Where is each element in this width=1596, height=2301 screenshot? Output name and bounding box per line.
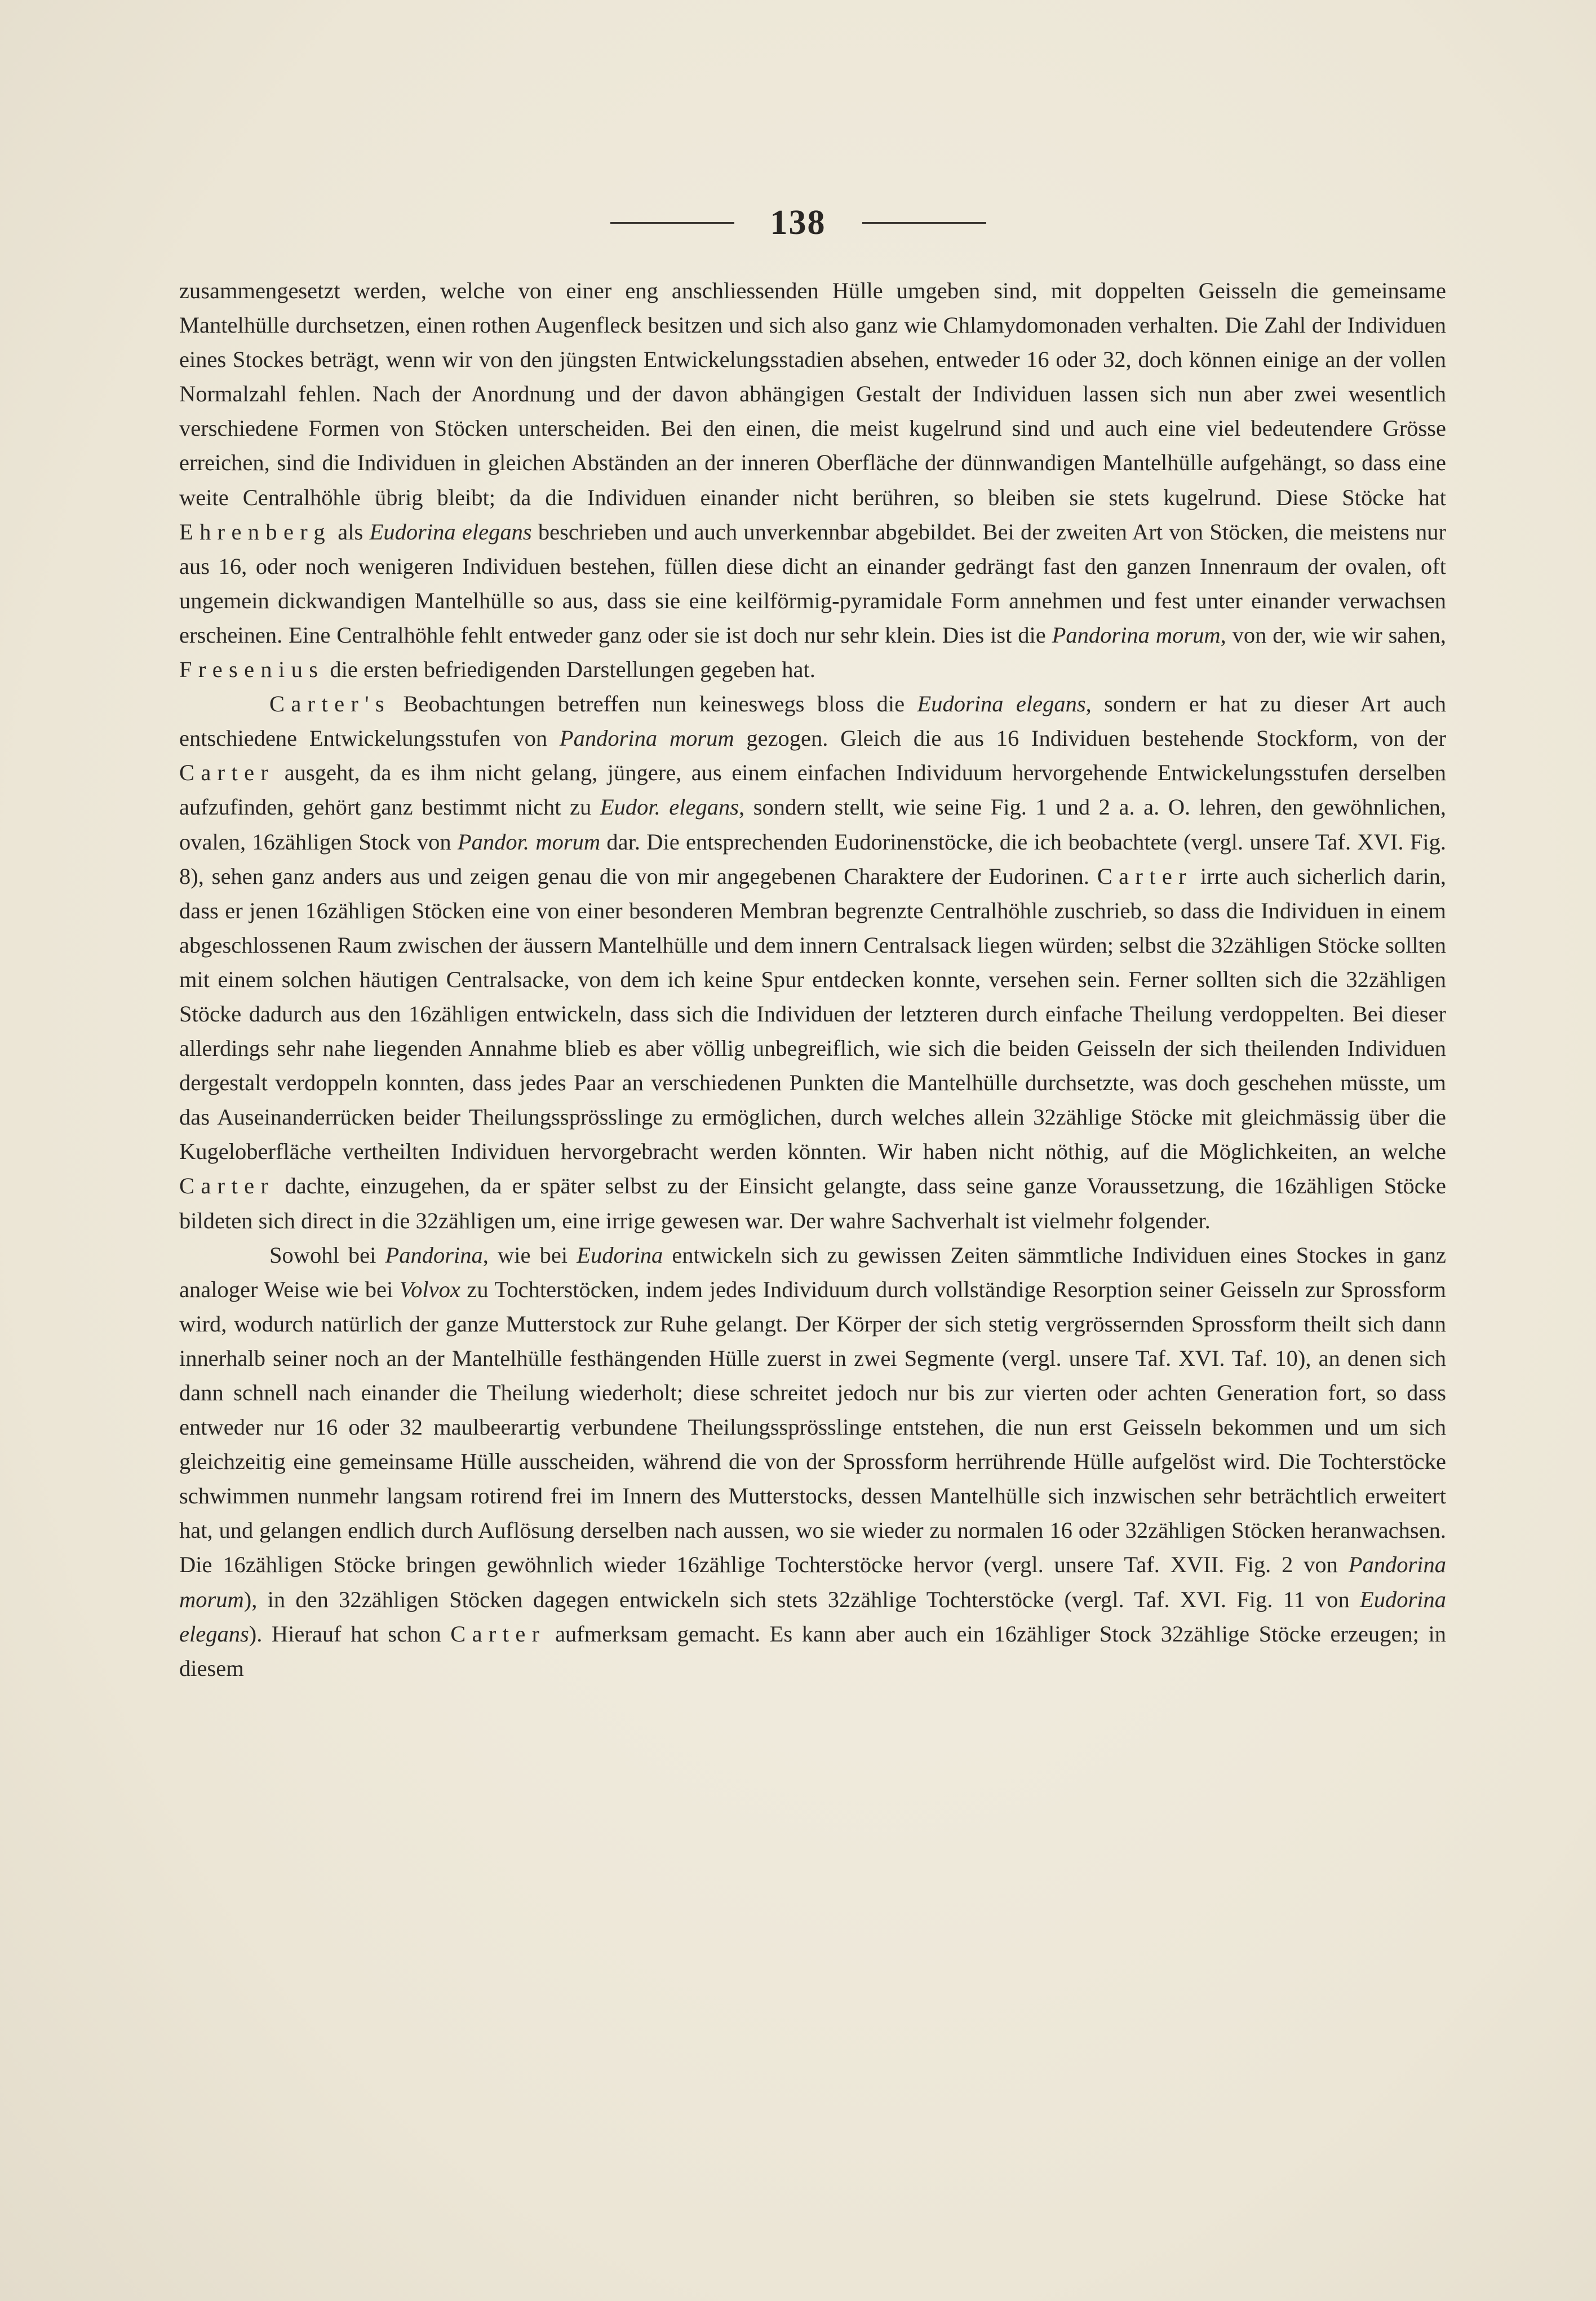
text-run: gezogen. Gleich die aus 16 Individuen bestehende Stockform, von der (734, 725, 1447, 751)
header-rule-right (862, 222, 986, 224)
paragraph (179, 273, 1446, 687)
italic-term: Eudorina elegans (179, 1586, 1446, 1647)
spaced-name: Carter (1097, 863, 1192, 889)
spaced-name: Carter (450, 1621, 546, 1647)
text-run: beschrieben und auch unverkennbar abgebildet. Bei der zweiten Art von Stöcken, die meistens nur aus 16, oder noch wenigeren Individuen bestehen, füllen diese dicht an einander gedrängt fast den ganzen Innenraum der ovalen, oft ungemein dickwandigen Mantelhülle so aus, dass sie eine keilförmig-pyramidale Form annehmen und fest unter einander verwachsen erscheinen. Eine Centralhöhle fehlt entweder ganz oder sie ist doch nur sehr klein. Dies ist die (179, 519, 1447, 648)
text-run: zu Tochterstöcken, indem jedes Individuum durch vollständige Resorption seiner Geisseln zur Sprossform wird, wodurch natürlich der ganze Mutterstock zur Ruhe gelangt. Der Körper der sich stetig vergrössernden Sprossform theilt sich dann innerhalb seiner noch an der Mantelhülle festhängenden Hülle zuerst in zwei Segmente (vergl. unsere Taf. XVI. Taf. 10), an denen sich dann schnell nach einander die Theilung wiederholt; diese schreitet jedoch nur bis zur vierten oder achten Generation fort, so dass entweder nur 16 oder 32 maulbeerartig verbundene Theilungssprösslinge entstehen, die nun erst Geisseln bekommen und um sich gleichzeitig eine gemeinsame Hülle ausscheiden, während die von der Sprossform herrührende Hülle aufgelöst wird. Die Tochterstöcke schwimmen nunmehr langsam rotirend frei im Innern des Mutterstocks, dessen Mantelhülle sich inzwischen sehr beträchtlich erweitert hat, und gelangen endlich durch Auflösung derselben nach aussen, wo sie wieder zu normalen 16 oder 32zähligen Stöcken heranwachsen. Die 16zähligen Stöcke bringen gewöhnlich wieder 16zählige Tochterstöcke hervor (vergl. unsere Taf. XVII. Fig. 2 von (179, 1276, 1446, 1578)
text-run: ). Hierauf hat schon (249, 1621, 451, 1647)
text-run: die ersten befriedigenden Darstellungen gegeben hat. (324, 657, 815, 683)
spaced-name: Fresenius (179, 657, 325, 683)
header-rule-left (610, 222, 734, 224)
text-run: irrte auch sicherlich darin, dass er jenen 16zähligen Stöcken eine von einer besonderen Membran begrenzte Centralhöhle zuschrieb, so dass die Individuen in einem abgeschlossenen Raum zwischen der äussern Mantelhülle und dem innern Centralsack liegen würden; selbst die 32zähligen Stöcke sollten mit einem solchen häutigen Centralsacke, von dem ich keine Spur entdecken konnte, versehen sein. Ferner sollten sich die 32zähligen Stöcke dadurch aus den 16zähligen entwickeln, dass sich die Individuen der letzteren durch einfache Theilung verdoppelten. Bei dieser allerdings sehr nahe liegenden Annahme blieb es aber völlig unbegreiflich, wie sich die beiden Geisseln der sich theilenden Individuen dergestalt verdoppeln konnten, dass jedes Paar an verschiedenen Punkten die Mantelhülle durchsetzte, was doch geschehen müsste, um das Auseinanderrücken beider Theilungssprösslinge zu ermöglichen, durch welches allein 32zählige Stöcke mit gleichmässig über die Kugeloberfläche vertheilten Individuen hervorgebracht werden könnten. Wir haben nicht nöthig, auf die Möglichkeiten, an welche (179, 863, 1446, 1165)
text-run: , wie bei (482, 1242, 577, 1268)
page-header (0, 203, 1596, 243)
italic-term: Pandorina (385, 1242, 483, 1268)
text-run: Sowohl bei (269, 1242, 385, 1268)
text-run: ), in den 32zähligen Stöcken dagegen entwickeln sich stets 32zählige Tochterstöcke (vergl. Taf. XVI. Fig. 11 von (243, 1586, 1360, 1612)
text-run: entwickeln sich zu gewissen Zeiten sämmtliche Individuen eines Stockes in ganz analoger Weise wie bei (179, 1242, 1446, 1302)
italic-term: Pandorina morum (1052, 622, 1221, 648)
text-run: aufmerksam gemacht. Es kann aber auch ein 16zähliger Stock 32zählige Stöcke erzeugen; in diesem (179, 1621, 1446, 1681)
text-run: Beobachtungen betreffen nun keineswegs bloss die (390, 691, 917, 717)
italic-term: Eudorina (577, 1242, 663, 1268)
paragraph (179, 687, 1446, 1238)
spaced-name: Carter (179, 1173, 275, 1199)
italic-term: Pandor. morum (457, 829, 601, 855)
body-text (179, 273, 1446, 1685)
italic-term: Eudor. elegans (600, 794, 739, 820)
spaced-name: Carter's (269, 691, 391, 717)
spaced-name: Carter (179, 760, 275, 786)
text-run: dachte, einzugehen, da er später selbst zu der Einsicht gelangte, dass seine ganze Voraussetzung, die 16zähligen Stöcke bildeten sich direct in die 32zähligen um, eine irrige gewesen war. Der wahre Sachverhalt ist vielmehr folgender. (179, 1173, 1446, 1233)
paragraph (179, 1238, 1446, 1685)
text-run: zusammengesetzt werden, welche von einer eng anschliessenden Hülle umgeben sind, mit doppelten Geisseln die gemeinsame Mantelhülle durchsetzen, einen rothen Augenfleck besitzen und sich also ganz wie Chlamydomonaden verhalten. Die Zahl der Individuen eines Stockes beträgt, wenn wir von den jüngsten Entwickelungsstadien absehen, entweder 16 oder 32, doch können einige an der vollen Normalzahl fehlen. Nach der Anordnung und der davon abhängigen Gestalt der Individuen lassen sich nun aber zwei wesentlich verschiedene Formen von Stöcken unterscheiden. Bei den einen, die meist kugelrund sind und auch eine viel bedeutendere Grösse erreichen, sind die Individuen in gleichen Abständen an der inneren Oberfläche der dünnwandigen Mantelhülle aufgehängt, so dass eine weite Centralhöhle übrig bleibt; da die Individuen einander nicht berühren, so bleiben sie stets kugelrund. Diese Stöcke hat (179, 278, 1446, 510)
spaced-name: Ehrenberg (179, 519, 331, 545)
page-number: 138 (770, 203, 826, 242)
text-run: , sondern er hat zu dieser Art auch entschiedene Entwickelungsstufen von (179, 691, 1447, 751)
text-run: ausgeht, da es ihm nicht gelang, jüngere, aus einem einfachen Individuum hervorgehende Entwickelungsstufen derselben aufzufinden, gehört ganz bestimmt nicht zu (179, 760, 1446, 820)
text-run: als (331, 519, 370, 545)
italic-term: Volvox (399, 1276, 460, 1302)
text-run: dar. Die entsprechenden Eudorinenstöcke, die ich beobachtete (vergl. unsere Taf. XVI. Fig. 8), sehen ganz anders aus und zeigen genau die von mir angegebenen Charaktere der Eudorinen. (179, 829, 1446, 889)
text-run: , von der, wie wir sahen, (1220, 622, 1446, 648)
text-run: , sondern stellt, wie seine Fig. 1 und 2 a. a. O. lehren, den gewöhnlichen, ovalen, 16zähligen Stock von (179, 794, 1446, 855)
italic-term: Eudorina elegans (369, 519, 532, 545)
italic-term: Pandorina morum (559, 725, 734, 751)
italic-term: Pandorina morum (179, 1552, 1446, 1612)
italic-term: Eudorina elegans (917, 691, 1086, 717)
